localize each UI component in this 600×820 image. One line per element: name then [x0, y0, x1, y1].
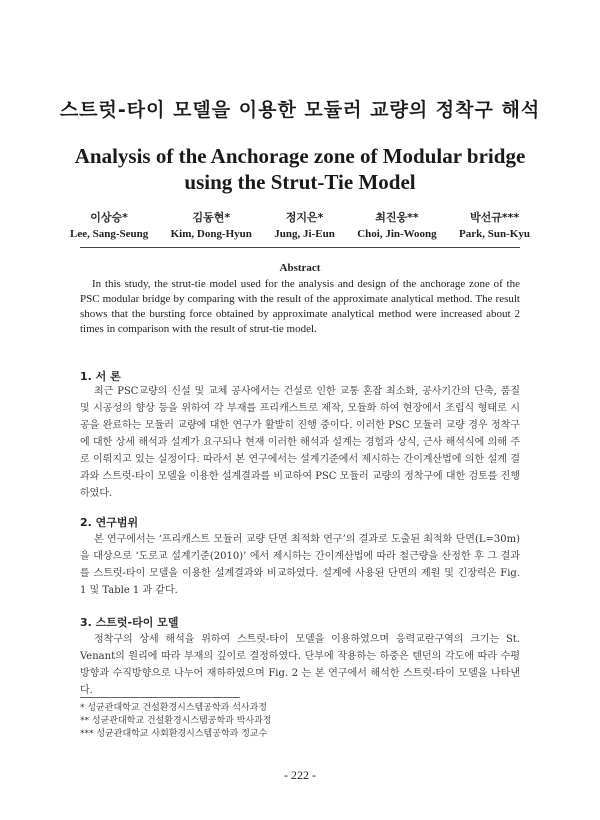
korean-title: 스트럿-타이 모델을 이용한 모듈러 교량의 정착구 해석 [59, 99, 541, 121]
author-name-en: Choi, Jin-Woong [357, 228, 437, 240]
author [274, 210, 335, 242]
author [171, 210, 252, 242]
section-body-scope: 본 연구에서는 ‘프리캐스트 모듈러 교량 단면 최적화 연구’의 결과로 도출된 최적화 단면(L=30m)을 대상으로 ‘도로교 설계기준(2010)’ 에서 제시하는 간이계산법에 따라 철근량을 산정한 후 그 결과를 스트럿-타이 모델을 이용한 설계결과와 비교하였다. 설계에 사용된 단면의 제원 및 긴장력은 Fig. 1 및 Table 1 과 같다. [80, 534, 520, 596]
footnote: *** 성균관대학교 사회환경시스템공학과 정교수 [80, 729, 268, 739]
footnote: ** 성균관대학교 건설환경시스템공학과 박사과정 [80, 716, 272, 726]
header-divider [80, 247, 520, 248]
footnote: * 성균관대학교 건설환경시스템공학과 석사과정 [80, 703, 267, 713]
footnotes [80, 702, 271, 741]
page-number: - 222 - [284, 768, 316, 782]
author [459, 210, 530, 242]
author-name-ko: 정지은* [285, 211, 324, 224]
author-name-ko: 이상승* [90, 211, 128, 224]
author-name-ko: 김동현* [192, 211, 231, 224]
author-name-en: Kim, Dong-Hyun [170, 228, 252, 240]
section-body-introduction: 최근 PSC교량의 신설 및 교체 공사에서는 건설로 인한 교통 혼잡 최소화, 공사기간의 단축, 품질 및 시공성의 향상 등을 위하여 각 부재를 프리캐스트로 제작, 모듈화 하여 현장에서 조립식 형태로 시공을 완료하는 모듈러 교량에 대한 연구가 활발히 진행 중이다. 이러한 PSC 모듈러 교량 경우 정착구에 대한 상세 해석과 설계가 요구되나 현재 이러한 해석과 설계는 경험과 상식, 근사 해석식에 의해 주로 이뤄지고 있는 실정이다. 따라서 본 연구에서는 설계기준에서 제시하는 간이계산법에 의한 설계 결과와 스트럿-타이 모델을 이용한 설계결과를 비교하여 PSC 모듈러 교량의 정착구에 대한 검토를 진행하였다. [80, 386, 520, 499]
author-list [70, 210, 530, 242]
abstract-heading: Abstract [279, 262, 321, 274]
section-heading-strut-tie: 3. 스트럿-타이 모델 [80, 616, 179, 629]
author-name-en: Park, Sun-Kyu [459, 228, 530, 240]
footnote-divider [80, 697, 240, 698]
english-title: Analysis of the Anchorage zone of Modular bridge using the Strut-Tie Model [74, 144, 526, 194]
author [357, 210, 436, 242]
section-heading-introduction: 1. 서 론 [80, 370, 121, 383]
author-name-ko: 최진웅** [375, 211, 419, 224]
author-name-en: Lee, Sang-Seung [70, 228, 149, 240]
author [70, 210, 148, 242]
author-name-en: Jung, Ji-Eun [274, 228, 335, 240]
section-heading-scope: 2. 연구범위 [80, 516, 139, 529]
abstract-text: In this study, the strut-tie model used for the analysis and design of the anchorage zone of the PSC modular bridge by comparing with the result of the approximate analytical method. The result shows that the bursting force obtained by approximate analytical method were increased about 2 times in comparison with the result of strut-tie model. [80, 278, 520, 335]
section-body-strut-tie: 정착구의 상세 해석을 위하여 스트럿-타이 모델을 이용하였으며 응력교란구역의 크기는 St. Venant의 원리에 따라 부재의 깊이로 결정하였다. 단부에 작용하는 하중은 텐던의 각도에 따라 수평방향과 수직방향으로 나누어 재하하였으며 Fig. 2 는 본 연구에서 해석한 스트럿-타이 모델을 나타낸다. [80, 634, 520, 696]
author-name-ko: 박선규*** [469, 211, 520, 224]
